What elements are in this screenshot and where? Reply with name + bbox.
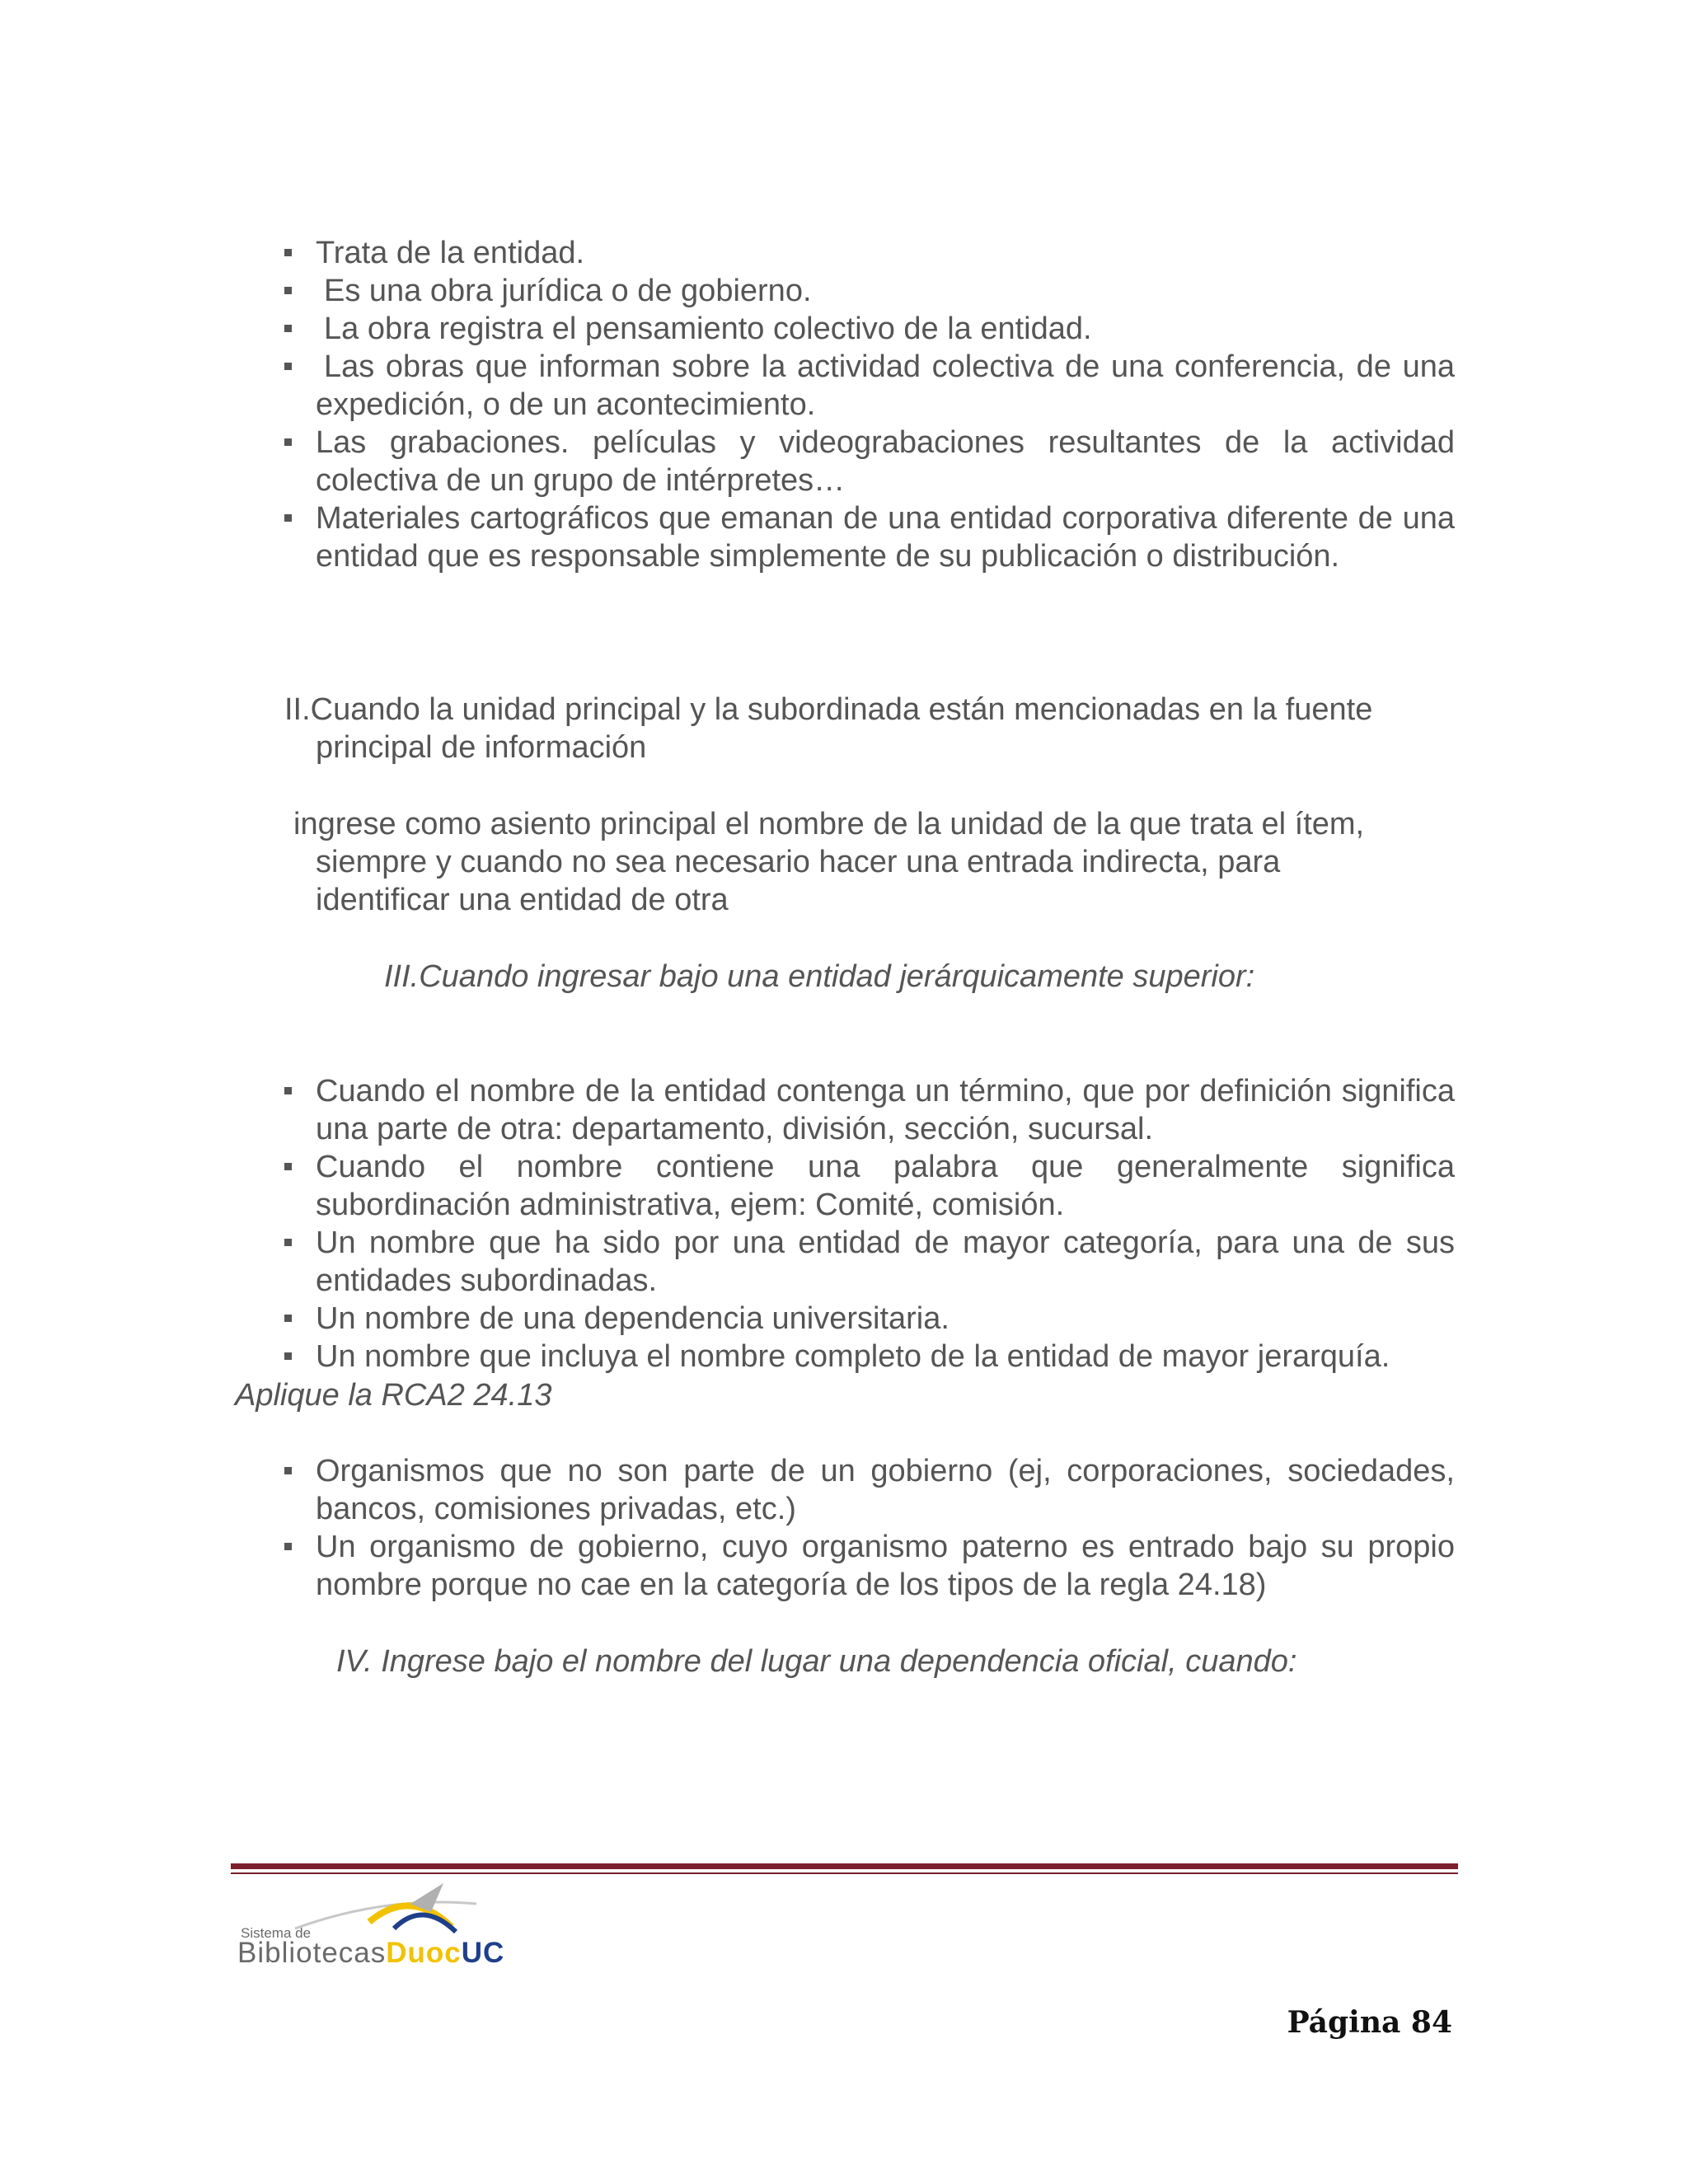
list-item: Organismos que no son parte de un gobierno (ej, corporaciones, sociedades, bancos, comisiones privadas, etc.): [284, 1452, 1455, 1528]
list-item: Las obras que informan sobre la actividad colectiva de una conferencia, de una expedición, o de un acontecimiento.: [284, 348, 1455, 424]
square-bullet-icon: [284, 1087, 292, 1094]
logo-main-text: BibliotecasDuocUC: [237, 1937, 505, 1969]
square-bullet-icon: [284, 438, 292, 446]
list-item: Un nombre que ha sido por una entidad de mayor categoría, para una de sus entidades subordinadas.: [284, 1224, 1455, 1300]
square-bullet-icon: [284, 363, 292, 370]
page-number: Página 84: [1287, 2005, 1452, 2040]
logo-small-text: Sistema de: [241, 1925, 312, 1941]
square-bullet-icon: [284, 514, 292, 522]
bullet-list-entity-criteria: [284, 234, 1455, 575]
list-item: Materiales cartográficos que emanan de una entidad corporativa diferente de una entidad que es responsable simplemente de su publicación o distribución.: [284, 499, 1455, 575]
list-item: Un nombre de una dependencia universitaria.: [284, 1300, 1455, 1338]
list-item: Es una obra jurídica o de gobierno.: [284, 272, 1455, 310]
square-bullet-icon: [284, 287, 292, 294]
list-item: Cuando el nombre contiene una palabra que generalmente significa subordinación administrativa, ejem: Comité, comisión.: [284, 1148, 1455, 1224]
section-ii-body-line1: ingrese como asiento principal el nombre de la unidad de la que trata el ítem,: [293, 807, 1365, 841]
logo-swoosh-icon: [287, 1879, 534, 1945]
section-ii-heading-line1: II.Cuando la unidad principal y la subordinada están mencionadas en la fuente: [284, 692, 1373, 727]
footer-divider-thin: [231, 1872, 1458, 1874]
square-bullet-icon: [284, 1239, 292, 1246]
square-bullet-icon: [284, 1543, 292, 1550]
list-item: Un organismo de gobierno, cuyo organismo paterno es entrado bajo su propio nombre porque no cae en la categoría de los tipos de la regla 24.18): [284, 1528, 1455, 1604]
list-item: Las grabaciones. películas y videograbaciones resultantes de la actividad colectiva de un grupo de intérpretes…: [284, 424, 1455, 499]
biblioteca-duoc-logo: [237, 1879, 584, 1970]
square-bullet-icon: [284, 325, 292, 332]
square-bullet-icon: [284, 1163, 292, 1170]
list-item: Trata de la entidad.: [284, 234, 1455, 272]
section-iv-heading: IV. Ingrese bajo el nombre del lugar una dependencia oficial, cuando:: [336, 1644, 1297, 1679]
list-item: Un nombre que incluya el nombre completo de la entidad de mayor jerarquía.: [284, 1338, 1455, 1376]
square-bullet-icon: [284, 1352, 292, 1360]
square-bullet-icon: [284, 1467, 292, 1474]
bullet-list-hierarchy-criteria: [284, 1072, 1455, 1376]
logo-duoc-text: Duoc: [386, 1937, 462, 1969]
bullet-list-organisms: [284, 1452, 1455, 1604]
footer-divider-thick: [231, 1863, 1458, 1869]
square-bullet-icon: [284, 1315, 292, 1322]
list-item: La obra registra el pensamiento colectivo de la entidad.: [284, 310, 1455, 348]
list-item: Cuando el nombre de la entidad contenga un término, que por definición significa una parte de otra: departamento, división, sección, sucursal.: [284, 1072, 1455, 1148]
section-ii-body-line2: siempre y cuando no sea necesario hacer una entrada indirecta, para: [316, 845, 1281, 879]
section-iii-heading: III.Cuando ingresar bajo una entidad jerárquicamente superior:: [384, 959, 1255, 994]
logo-uc-text: UC: [461, 1937, 505, 1969]
section-ii-heading-line2: principal de información: [316, 730, 647, 765]
rule-reference-note: Aplique la RCA2 24.13: [235, 1378, 552, 1413]
square-bullet-icon: [284, 249, 292, 256]
section-ii-body-line3: identificar una entidad de otra: [316, 883, 729, 917]
